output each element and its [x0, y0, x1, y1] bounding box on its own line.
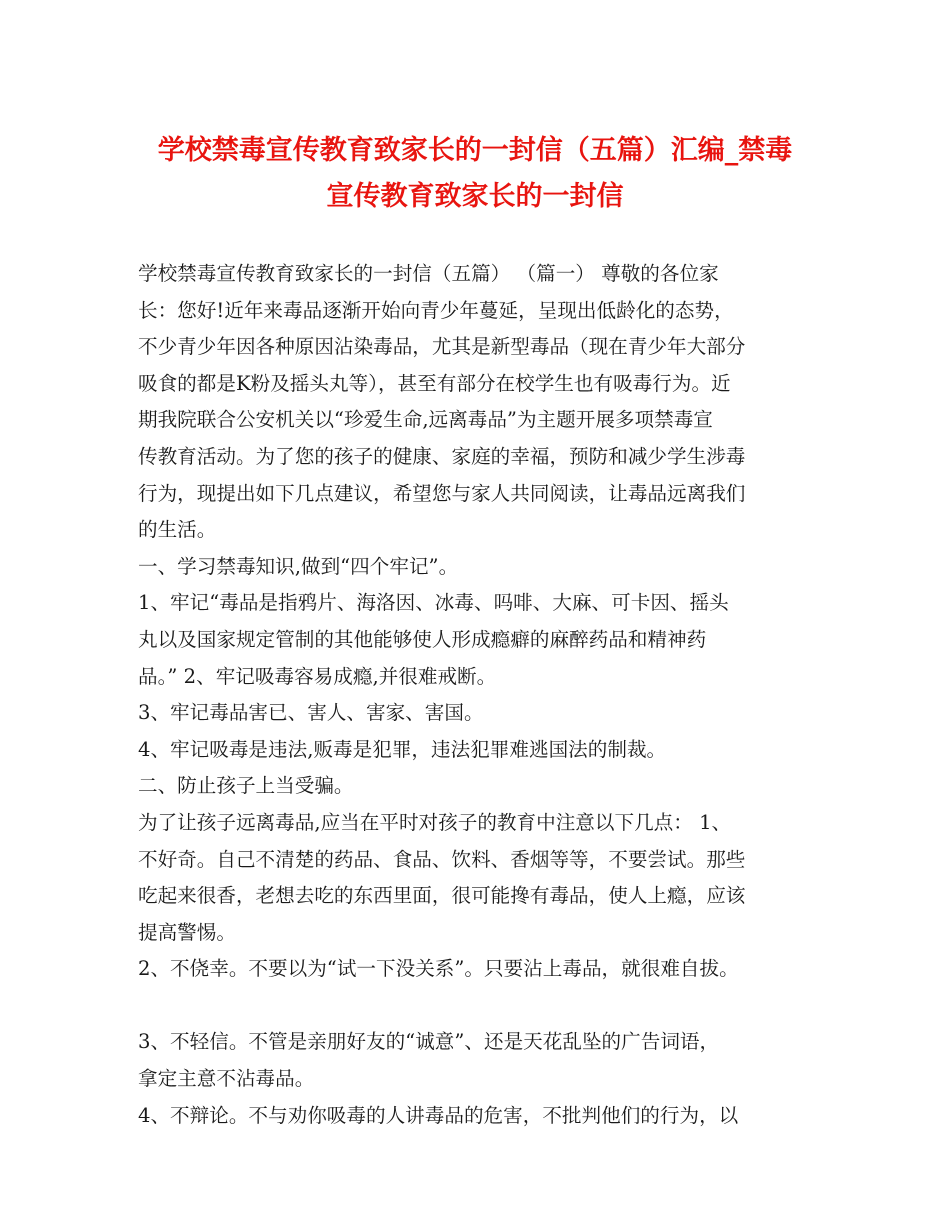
body-line: 丸以及国家规定管制的其他能够使人形成瘾癖的麻醉药品和精神药 [138, 627, 707, 651]
body-line: 不少青少年因各种原因沾染毒品，尤其是新型毒品（现在青少年大部分 [138, 335, 746, 359]
section-heading: 二、防止孩子上当受骗。 [138, 774, 354, 798]
body-line: 提高警惕。 [138, 920, 236, 944]
body-line: 拿定主意不沾毒品。 [138, 1067, 315, 1091]
body-line: 3、牢记毒品害已、害人、害家、害国。 [138, 701, 484, 725]
document-body [138, 256, 828, 1134]
body-line: 2、不侥幸。不要以为“试一下没关系”。只要沾上毒品，就很难自拔。 [138, 957, 739, 981]
document-title-line-1: 学校禁毒宣传教育致家长的一封信（五篇）汇编_禁毒 [157, 135, 793, 166]
section-heading: 一、学习禁毒知识,做到“四个牢记”。 [138, 554, 459, 578]
body-line: 1、牢记“毒品是指鸦片、海洛因、冰毒、吗啡、大麻、可卡因、摇头 [138, 591, 729, 615]
body-line: 期我院联合公安机关以“珍爱生命,远离毒品”为主题开展多项禁毒宣 [138, 408, 713, 432]
body-line: 吸食的都是K粉及摇头丸等），甚至有部分在校学生也有吸毒行为。近 [138, 371, 731, 395]
body-line: 行为，现提出如下几点建议，希望您与家人共同阅读，让毒品远离我们 [138, 481, 746, 505]
body-line: 长：您好!近年来毒品逐渐开始向青少年蔓延，呈现出低龄化的态势， [138, 298, 734, 322]
body-line: 学校禁毒宣传教育致家长的一封信（五篇） （篇一） 尊敬的各位家 [138, 262, 719, 285]
body-line: 4、不辩论。不与劝你吸毒的人讲毒品的危害，不批判他们的行为，以 [138, 1103, 739, 1127]
body-line: 的生活。 [138, 518, 217, 542]
body-line: 传教育活动。为了您的孩子的健康、家庭的幸福，预防和减少学生涉毒 [138, 444, 746, 468]
body-line: 吃起来很香，老想去吃的东西里面，很可能搀有毒品，使人上瘾，应该 [138, 884, 746, 908]
document-title-line-2: 宣传教育致家长的一封信 [326, 181, 624, 212]
body-line: 3、不轻信。不管是亲朋好友的“诚意”、还是天花乱坠的广告词语， [138, 1030, 720, 1054]
blank-line [138, 988, 828, 1025]
body-line: 品。” 2、牢记吸毒容易成瘾,并很难戒断。 [138, 664, 497, 688]
body-line: 为了让孩子远离毒品,应当在平时对孩子的教育中注意以下几点： 1、 [138, 810, 732, 834]
body-line: 不好奇。自己不清楚的药品、食品、饮料、香烟等等，不要尝试。那些 [138, 847, 746, 871]
body-line: 4、牢记吸毒是违法,贩毒是犯罪，违法犯罪难逃国法的制裁。 [138, 737, 667, 761]
